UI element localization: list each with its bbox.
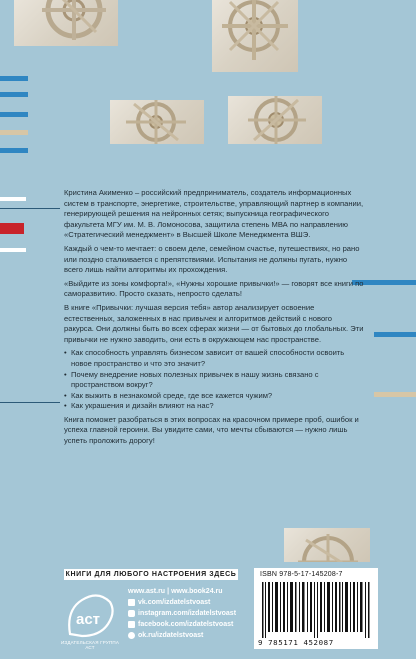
facebook-icon [128, 621, 135, 628]
paragraph-4: Книга поможет разобраться в этих вопросах на красочном примере проб, ошибок и успеха главной героини. Вы увидите сами, что мечты сбываются — нужно лишь успеть проложить дорогу! [64, 414, 359, 446]
website-link-1[interactable]: www.ast.ru [128, 588, 166, 595]
stripe-red [0, 223, 24, 234]
publisher-logo-icon [60, 590, 118, 646]
list-item: • Как способность управлять бизнесом зависит от вашей способности освоить новое пространство и что это значит? [64, 348, 364, 369]
list-item: • Почему внедрение новых полезных привычек в нашу жизнь связано с пространством вокруг? [64, 370, 364, 391]
stripe-blue-2 [0, 92, 28, 97]
stripe-blue-4 [0, 148, 28, 153]
facebook-link[interactable]: facebook.com/izdatelstvoast [138, 621, 234, 628]
isbn-label: ISBN 978-5-17-145208-7 [260, 571, 343, 578]
middle-left-photo [110, 100, 204, 144]
ean-number: 9 785171 452087 [258, 638, 334, 647]
facebook-row[interactable] [128, 619, 238, 630]
instagram-row[interactable] [128, 608, 238, 619]
stripe-white-1 [0, 197, 26, 201]
list-item: • Как украшения и дизайн влияют на нас? [64, 401, 364, 412]
logo-text: аст [75, 611, 101, 628]
tagline: КНИГИ ДЛЯ ЛЮБОГО НАСТРОЕНИЯ ЗДЕСЬ [65, 571, 237, 578]
middle-right-photo [228, 96, 322, 144]
stripe-sand-2 [374, 392, 416, 397]
ok-row[interactable] [128, 630, 238, 641]
stripe-blue-6 [374, 332, 416, 337]
stripe-sand-1 [0, 130, 28, 135]
ok-icon [128, 632, 135, 639]
divider-line-2 [0, 402, 60, 403]
stripe-blue-3 [0, 112, 28, 117]
instagram-icon [128, 610, 135, 617]
stripe-blue-1 [0, 76, 28, 81]
separator: | [167, 588, 170, 595]
top-photo [14, 0, 118, 46]
vk-row[interactable] [128, 597, 238, 608]
stripe-white-2 [0, 248, 26, 252]
website-link-2[interactable]: www.book24.ru [171, 588, 223, 595]
website-row [128, 586, 238, 597]
paragraph-3: В книге «Привычки: лучшая версия тебя» автор анализирует освоение естественных, заложенных в нас привычек и алгоритмов действий с нового ракурса. Они должны быть во всех сферах жизни — от бытовых до глобальных. Эти привычки не нужно заводить, они есть в окружающем нас пространстве. [64, 302, 364, 344]
ok-link[interactable]: ok.ru/izdatelstvoast [138, 632, 204, 639]
top-right-photo [212, 0, 298, 72]
bottom-right-photo [284, 528, 370, 562]
barcode-icon [262, 582, 370, 638]
instagram-link[interactable]: instagram.com/izdatelstvoast [138, 610, 237, 617]
author-bio: Кристина Акименко – российский предприниматель, создатель информационных систем в транспорте, энергетике, строительстве, управляющий партнер в компании, генерирующей решения на нейронных сетях; выпускница географического факультета МГУ им. М. В. Ломоносова, защитила степень МВА по направлению «Стратегический менеджмент» в Высшей Школе Менеджмента ВШЭ. [64, 188, 364, 240]
vk-link[interactable]: vk.com/izdatelstvoast [138, 599, 211, 606]
question-list [64, 348, 364, 412]
barcode-panel [254, 568, 378, 649]
divider-line-1 [0, 208, 60, 209]
publisher-group-label: ИЗДАТЕЛЬСКАЯ ГРУППА АСТ [60, 640, 120, 650]
list-item: • Как выжить в незнакомой среде, где все кажется чужим? [64, 391, 364, 402]
vk-icon [128, 599, 135, 606]
paragraph-1: Каждый о чем-то мечтает: о своем деле, семейном счастье, путешествиях, но рано или поздно сталкивается с препятствиями. Испытания не должны пугать, нужно всего лишь найти алгоритмы их прохождения. [64, 243, 360, 275]
publisher-links [128, 586, 238, 641]
paragraph-2: «Выйдите из зоны комфорта!», «Нужны хорошие привычки!» — говорят все книги по саморазвитию. Просто сказать, непросто сделать! [64, 278, 364, 299]
back-cover-text [64, 188, 364, 450]
